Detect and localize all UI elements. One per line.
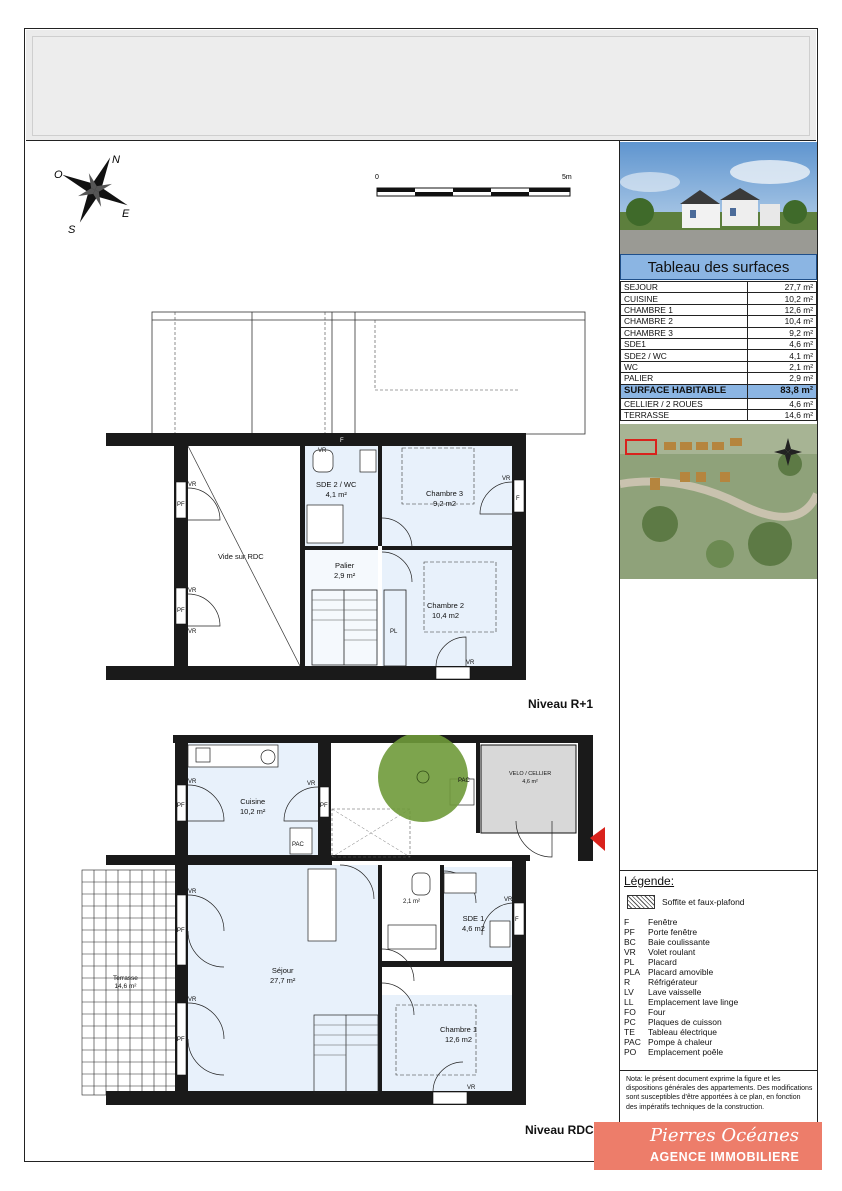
hatch-label: Soffite et faux-plafond [662,897,745,907]
table-row: SDE1 4,6 m² [621,338,817,349]
legend-item: PO Emplacement poêle [624,1047,724,1057]
legend-item: PF Porte fenêtre [624,927,698,937]
table-row: CHAMBRE 2 10,4 m² [621,316,817,327]
legend-item: PC Plaques de cuisson [624,1017,722,1027]
room-chambre2: Chambre 2 10,4 m2 [427,601,465,620]
legend-item: FO Four [624,1007,666,1017]
agency-logo [594,1122,822,1170]
table-row: CUISINE 10,2 m² [621,293,817,304]
exterior-render-image [620,142,817,254]
room-chambre3: Chambre 3 9,2 m2 [426,489,464,508]
table-row: CELLIER / 2 ROUES 4,6 m² [621,398,817,409]
compass-n: N [112,154,120,166]
code-vr-2: VR [188,588,197,594]
code-vr-3: VR [188,629,197,635]
header-inner-box [32,36,810,136]
code-pf-6: PF [177,1037,185,1043]
compass-rose-icon [50,145,140,240]
level-ground-label: Niveau RDC [525,1123,594,1137]
plan-ground-level [78,735,608,1110]
code-vr-5: VR [466,660,475,666]
code-vr-12: VR [467,1085,476,1091]
legend-item: VR Volet roulant [624,947,696,957]
room-palier: Palier 2,9 m² [334,561,356,580]
code-pl-1: PL [390,629,398,635]
table-row: WC 2,1 m² [621,361,817,372]
room-sde2: SDE 2 / WC 4,1 m² [316,480,357,499]
code-pf-5: PF [177,928,185,934]
table-row: CHAMBRE 3 9,2 m² [621,327,817,338]
scale-end: 5m [562,174,572,181]
logo-line2: AGENCE IMMOBILIERE [650,1150,800,1164]
code-f-1: F [516,496,520,502]
code-f-2: F [340,438,344,444]
code-pac-1: PAC [292,842,304,848]
legend-item: LV Lave vaisselle [624,987,702,997]
legend-title: Légende: [624,874,675,888]
legend-item: BC Baie coulissante [624,937,710,947]
legend-item: PAC Pompe à chaleur [624,1037,713,1047]
room-chambre1: Chambre 1 12,6 m2 [440,1025,478,1044]
level-upper-label: Niveau R+1 [528,697,594,711]
code-vr-6: VR [318,448,327,454]
code-vr-9: VR [188,889,197,895]
legend-item: LL Emplacement lave linge [624,997,739,1007]
code-vr-4: VR [502,476,511,482]
legend-item: PL Placard [624,957,677,967]
table-row: SEJOUR 27,7 m² [621,282,817,293]
code-vr-1: VR [188,482,197,488]
surfaces-table [620,281,817,421]
table-row: SDE2 / WC 4,1 m² [621,350,817,361]
room-terrasse: Terrasse 14,6 m² [113,975,138,990]
hatch-swatch [627,895,655,909]
table-row: CHAMBRE 1 12,6 m² [621,304,817,315]
compass-s: S [68,224,76,236]
table-row: PALIER 2,9 m² [621,373,817,384]
code-vr-11: VR [504,897,513,903]
room-sejour: Séjour 27,7 m² [270,966,296,985]
room-vide: Vide sur RDC [218,552,264,561]
total-row: SURFACE HABITABLE 83,8 m² [621,384,817,398]
room-cuisine: Cuisine 10,2 m² [240,797,266,816]
legend-item: F Fenêtre [624,917,678,927]
code-pac-2: PAC [458,778,470,784]
code-pf-1: PF [177,502,185,508]
code-f-3: F [515,917,519,923]
scale-bar [372,170,582,202]
table-row: TERRASSE 14,6 m² [621,409,817,420]
logo-line1: Pierres Océanes [650,1125,800,1146]
legend-item: PLA Placard amovible [624,967,714,977]
room-sde1: SDE 1 4,6 m2 [462,914,485,933]
code-pf-3: PF [177,803,185,809]
surfaces-title: Tableau des surfaces [620,254,817,280]
disclaimer-note: Nota: le présent document exprime la figure et les dispositions générales des appartements. Des modifications sont susceptibles d'être apportées à ce plan, en fonction des impératifs techniques de la construction. [620,1070,817,1125]
compass-o: O [54,169,63,181]
site-plan-image [620,424,817,579]
scale-start: 0 [375,174,379,181]
legend-item: R Réfrigérateur [624,977,698,987]
code-pf-2: PF [177,608,185,614]
compass-e: E [122,208,130,220]
code-vr-7: VR [188,779,197,785]
code-vr-10: VR [188,997,197,1003]
legend-item: TE Tableau électrique [624,1027,717,1037]
code-pf-4: PF [320,803,328,809]
room-velo-cellier: VELO / CELLIER 4,6 m² [509,771,552,785]
room-wc-area: 2,1 m² [403,899,421,905]
code-vr-8: VR [307,781,316,787]
